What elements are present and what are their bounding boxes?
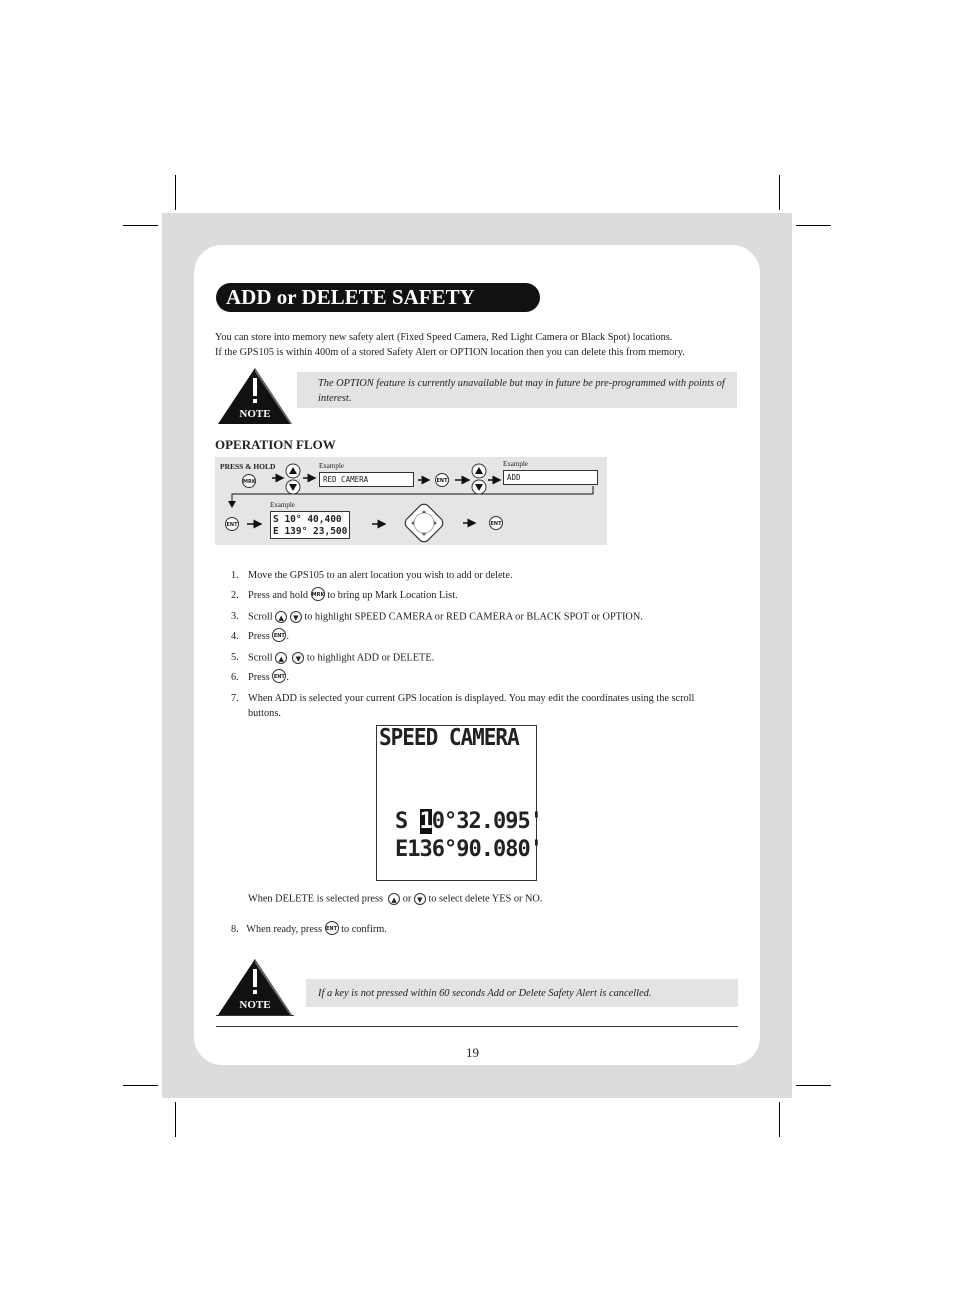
section-heading: OPERATION FLOW	[215, 437, 336, 452]
up-arrow-icon: ▲	[388, 893, 400, 905]
operation-flow-diagram	[215, 457, 607, 545]
crop-mark	[779, 1102, 780, 1137]
mrk-button-icon: MRK	[311, 587, 325, 601]
crop-mark	[796, 225, 831, 226]
intro-line-2: If the GPS105 is within 400m of a stored Safety Alert or OPTION location then you can delete this from memory.	[215, 346, 685, 358]
ent-button-icon: ENT	[325, 921, 339, 935]
coordinate-line-2: E 139° 23,500	[273, 526, 348, 537]
example-label: Example	[319, 462, 344, 470]
screen-title: SPEED CAMERA	[379, 724, 519, 751]
down-arrow-icon: ▼	[292, 652, 304, 664]
ent-button-icon: ENT	[489, 516, 503, 530]
crop-mark	[779, 175, 780, 210]
up-arrow-icon: ▲	[275, 652, 287, 664]
note-text: If a key is not pressed within 60 seconds Add or Delete Safety Alert is cancelled.	[318, 988, 652, 999]
screen-coordinate-line-2: E136°90.080'	[395, 837, 542, 862]
delete-instruction: When DELETE is selected press ▲ or ▼ to select delete YES or NO.	[248, 893, 543, 905]
down-arrow-icon: ▼	[290, 611, 302, 623]
page-number: 19	[466, 1045, 479, 1060]
example-label: Example	[503, 460, 528, 468]
mrk-button-icon: MRK	[242, 474, 256, 488]
crop-mark	[123, 225, 158, 226]
up-arrow-icon: ▲	[275, 611, 287, 623]
page-title: ADD or DELETE SAFETY ALERT	[216, 283, 540, 312]
example-label: Example	[270, 501, 295, 509]
coordinate-line-1: S 10° 40,400	[273, 514, 342, 525]
intro-line-1: You can store into memory new safety alert (Fixed Speed Camera, Red Light Camera or Black Spot) locations.	[215, 332, 673, 343]
device-screen	[376, 724, 542, 881]
press-hold-label: PRESS & HOLD	[220, 462, 276, 471]
example-field-add: ADD	[503, 470, 598, 485]
note-label: NOTE	[239, 408, 271, 420]
crop-mark	[175, 1102, 176, 1137]
ent-button-icon: ENT	[272, 628, 286, 642]
note-text: The OPTION feature is currently unavailable but may in future be pre-programmed with points of interest.	[318, 378, 725, 404]
note-box	[306, 979, 738, 1007]
ent-button-icon: ENT	[225, 517, 239, 531]
down-arrow-icon: ▼	[414, 893, 426, 905]
note-box	[297, 372, 737, 408]
ent-button-icon: ENT	[435, 473, 449, 487]
crop-mark	[796, 1085, 831, 1086]
note-label: NOTE	[239, 999, 271, 1011]
edit-cursor: 1	[419, 809, 432, 834]
warning-icon	[216, 957, 294, 1017]
divider	[216, 1015, 294, 1016]
list-item: 8. When ready, press ENT to confirm.	[231, 924, 387, 935]
divider	[216, 1026, 738, 1027]
intro-text	[215, 331, 755, 360]
crop-mark	[123, 1085, 158, 1086]
coordinate-display	[270, 511, 350, 539]
screen-coordinate-line-1: S 10°32.095'	[395, 809, 542, 834]
crop-mark	[175, 175, 176, 210]
example-field-red-camera: RED CAMERA	[319, 472, 414, 487]
ent-button-icon: ENT	[272, 669, 286, 683]
warning-icon	[216, 366, 294, 426]
